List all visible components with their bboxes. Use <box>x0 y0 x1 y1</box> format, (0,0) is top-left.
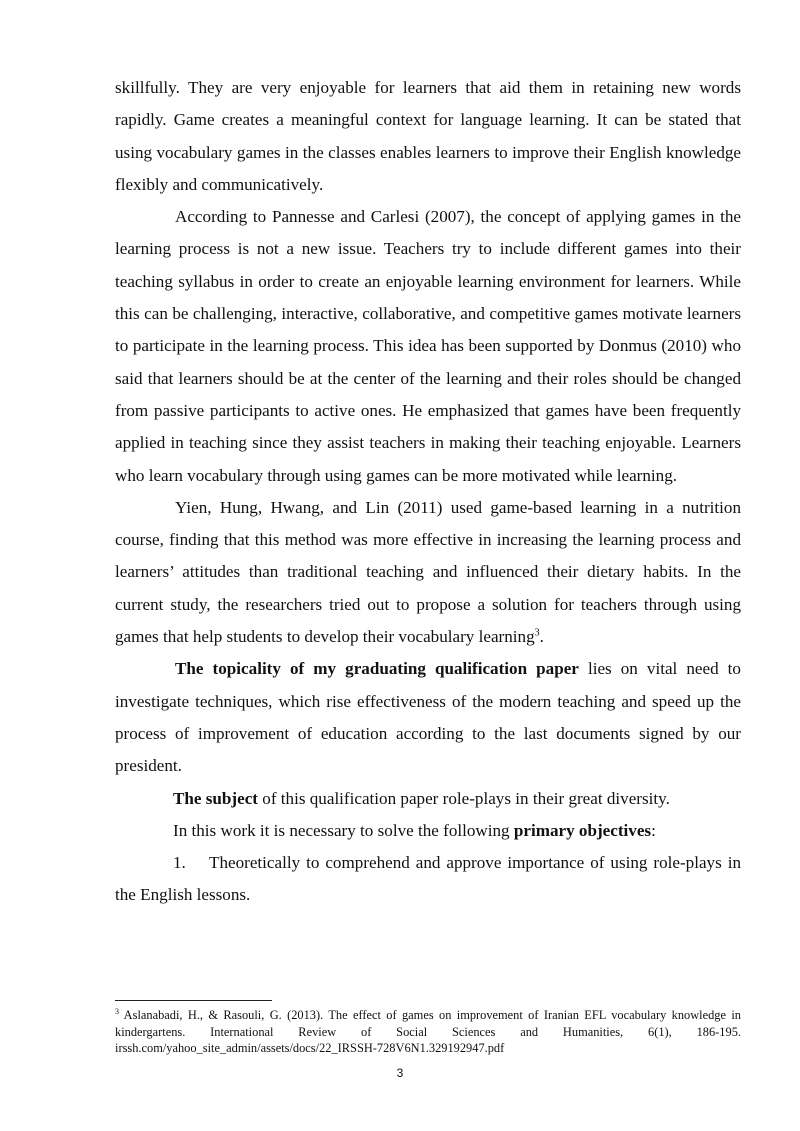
subject-heading: The subject <box>173 788 258 808</box>
footnote-mark: 3 <box>115 1006 119 1016</box>
list-item-number: 1. <box>173 853 186 873</box>
document-body <box>115 72 741 912</box>
objectives-colon: : <box>651 820 656 840</box>
paragraph-pannesse-carlesi: According to Pannesse and Carlesi (2007), the concept of applying games in the learning process is not a new issue. Teachers try to include different games into their teaching syllabus in order to create an enjoyable learning environment for learners. While this can be challenging, interactive, collaborative, and competitive games motivate learners to participate in the learning process. This idea has been supported by Donmus (2010) who said that learners should be at the center of the learning and their roles should be changed from passive participants to active ones. He emphasized that games have been frequently applied in teaching since they assist teachers in making their teaching enjoyable. Learners who learn vocabulary through using games can be more motivated while learning. <box>115 207 741 485</box>
footnote <box>115 1007 741 1057</box>
paragraph-topicality <box>115 653 741 782</box>
footnote-reference: 3 <box>534 627 540 639</box>
paragraph-subject <box>115 783 741 815</box>
paragraph-objectives <box>115 815 741 847</box>
topicality-heading: The topicality of my graduating qualification paper <box>175 659 579 679</box>
objectives-intro: In this work it is necessary to solve the following <box>173 820 514 840</box>
page-number: 3 <box>396 1066 404 1080</box>
paragraph-yien-end: . <box>539 627 544 647</box>
topicality-text: lies on vital need to investigate techniques, which rise effectiveness of the modern teaching and speed up the process of improvement of education according to the last documents signed by our president. <box>115 659 741 776</box>
footnote-divider <box>115 1000 272 1001</box>
subject-text: of this qualification paper role-plays in their great diversity. <box>258 788 670 808</box>
footnote-text: Aslanabadi, H., & Rasouli, G. (2013). The effect of games on improvement of Iranian EFL vocabulary knowledge in kindergartens. International Review of Social Sciences and Humanities, 6(1), 186-195. irssh.com/yahoo_site_admin/assets/docs/22_IRSSH-728V6N1.329192947.pdf <box>115 1008 741 1055</box>
list-item-text: Theoretically to comprehend and approve importance of using role-plays in the English lessons. <box>115 853 741 905</box>
paragraph-continuation: skillfully. They are very enjoyable for learners that aid them in retaining new words rapidly. Game creates a meaningful context for language learning. It can be stated that using vocabulary games in the classes enables learners to improve their English knowledge flexibly and communicatively. <box>115 78 741 194</box>
paragraph-yien-text: Yien, Hung, Hwang, and Lin (2011) used game-based learning in a nutrition course, finding that this method was more effective in increasing the learning process and learners’ attitudes than traditional teaching and influenced their dietary habits. In the current study, the researchers tried out to propose a solution for teachers through using games that help students to develop their vocabulary learning <box>115 497 741 647</box>
list-item <box>115 847 741 912</box>
objectives-heading: primary objectives <box>513 820 652 840</box>
paragraph-yien-study <box>115 492 741 653</box>
